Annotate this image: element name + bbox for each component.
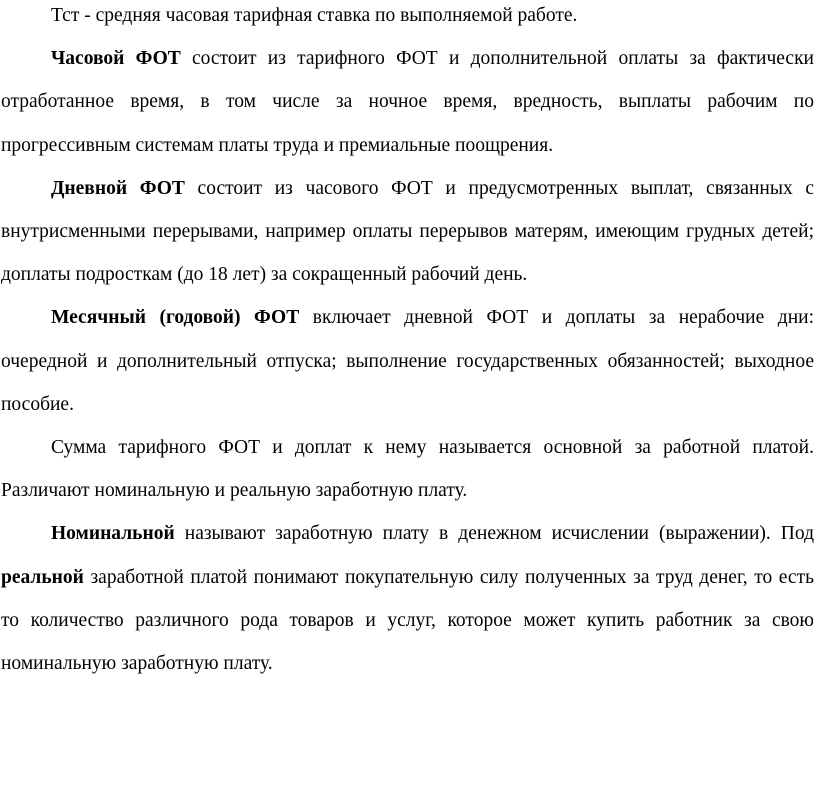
paragraph-text: Сумма тарифного ФОТ и доплат к нему называется основной за работной платой. Различают номинальную и реальную заработную плату. (1, 437, 814, 502)
term-daily-fot: Дневной ФОТ (51, 177, 185, 199)
paragraph-monthly-fot (1, 296, 814, 426)
paragraph-text: Тст - средняя часовая тарифная ставка по выполняемой работе. (51, 5, 578, 26)
term-hourly-fot: Часовой ФОТ (51, 48, 181, 70)
paragraph-basic-pay (1, 426, 814, 512)
term-real: реальной (1, 566, 84, 588)
paragraph-text: заработной платой понимают покупательную силу полученных за труд денег, то есть то количество различного рода товаров и услуг, которое может купить работник за свою номинальную заработную плату. (1, 566, 814, 675)
term-nominal: Номинальной (51, 523, 175, 545)
paragraph-text: включает дневной ФОТ и доплаты за нерабочие дни: очередной и дополнительный отпуска; выполнение государственных обязанностей; выходное пособие. (1, 307, 814, 415)
paragraph-tst-definition (1, 0, 814, 37)
paragraph-text: состоит из часового ФОТ и предусмотренных выплат, связанных с внутрисменными перерывами, например оплаты перерывов матерям, имеющим грудных детей; доплаты подросткам (до 18 лет) за сокращенный рабочий день. (1, 177, 815, 286)
term-monthly-fot: Месячный (годовой) ФОТ (51, 307, 300, 329)
paragraph-text: называют заработную плату в денежном исчислении (выражении). Под (174, 523, 814, 545)
paragraph-nominal-real-pay (1, 512, 814, 685)
paragraph-hourly-fot (1, 37, 814, 167)
paragraph-daily-fot (1, 167, 814, 297)
paragraph-text: состоит из тарифного ФОТ и дополнительной оплаты за фактически отработанное время, в том числе за ночное время, вредность, выплаты рабочим по прогрессивным системам платы труда и премиальные поощрения. (1, 48, 814, 156)
